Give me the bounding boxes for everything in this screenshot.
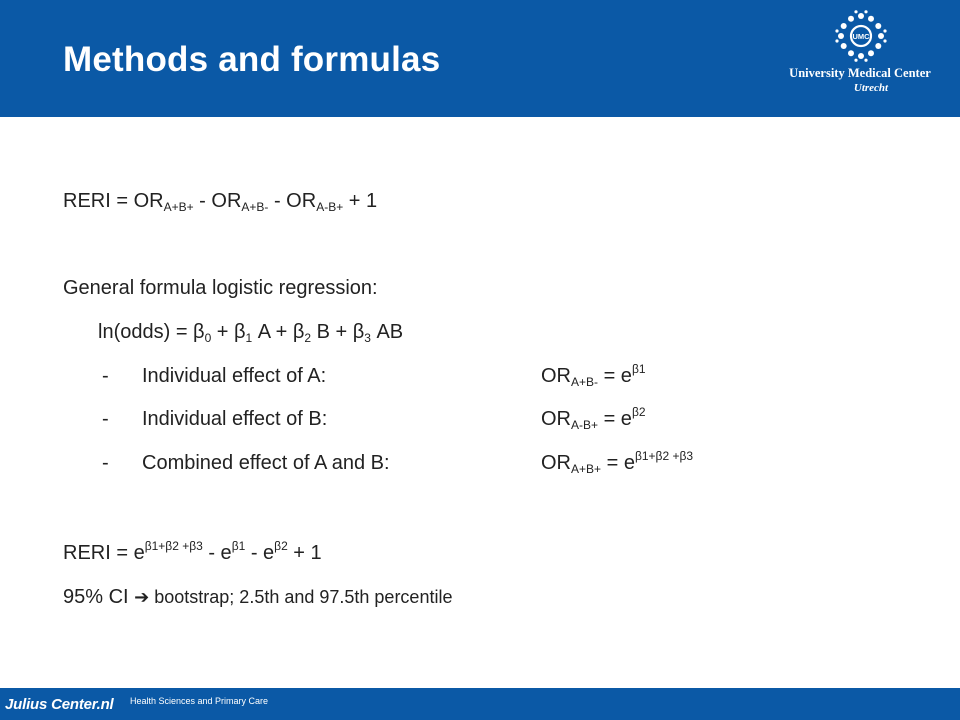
reri-definition: RERI = $OR_{A+B+} - OR_{A+B-} - OR_{A-B+} + 1$ <box>63 190 378 214</box>
effect-row <box>102 451 802 481</box>
effect-label: Combined effect of A and B: <box>142 452 390 474</box>
effect-dash: - <box>102 365 109 387</box>
page-title: Methods and formulas <box>63 40 441 79</box>
logo-emblem-text: UMC <box>852 32 870 41</box>
umc-sun-emblem-icon <box>835 10 887 62</box>
effect-label: Individual effect of B: <box>142 408 328 430</box>
general-formula-heading: General formula logistic regression: <box>63 277 378 299</box>
effect-dash: - <box>102 408 109 430</box>
footer-subtitle: Health Sciences and Primary Care <box>130 696 269 706</box>
effect-formula: $OR_{A+B-} = e^{\beta 1}$ <box>541 362 646 389</box>
logo-name: University Medical Center <box>789 66 931 80</box>
reri-beta-formula: RERI = $e^{\beta 1+\beta 2 +\beta 3} - e^{\beta 1} - e^{\beta 2} + 1$ <box>63 539 322 564</box>
footer-brand: Julius Center.nl <box>5 696 114 713</box>
arrow-right-icon: ➔ <box>134 587 150 608</box>
effect-dash: - <box>102 452 109 474</box>
effect-formula: $OR_{A-B+} = e^{\beta 2}$ <box>541 405 646 432</box>
confidence-interval-line: 95% CI ➔ bootstrap; 2.5th and 97.5th percentile <box>63 586 453 608</box>
effect-label: Individual effect of A: <box>142 365 327 387</box>
logo-city: Utrecht <box>853 82 889 94</box>
header-bar <box>0 0 960 117</box>
umc-logo <box>785 10 935 100</box>
effect-row <box>102 407 802 437</box>
footer-bar <box>0 688 960 720</box>
effect-formula: $OR_{A+B+} = e^{\beta 1+\beta 2 +\beta 3}$ <box>541 449 694 476</box>
lnodds-formula: ln(odds) = $\beta_0 + \beta_1$ $A + \beta_2$ $B + \beta_3$ AB <box>98 321 404 345</box>
effect-row <box>102 364 802 394</box>
